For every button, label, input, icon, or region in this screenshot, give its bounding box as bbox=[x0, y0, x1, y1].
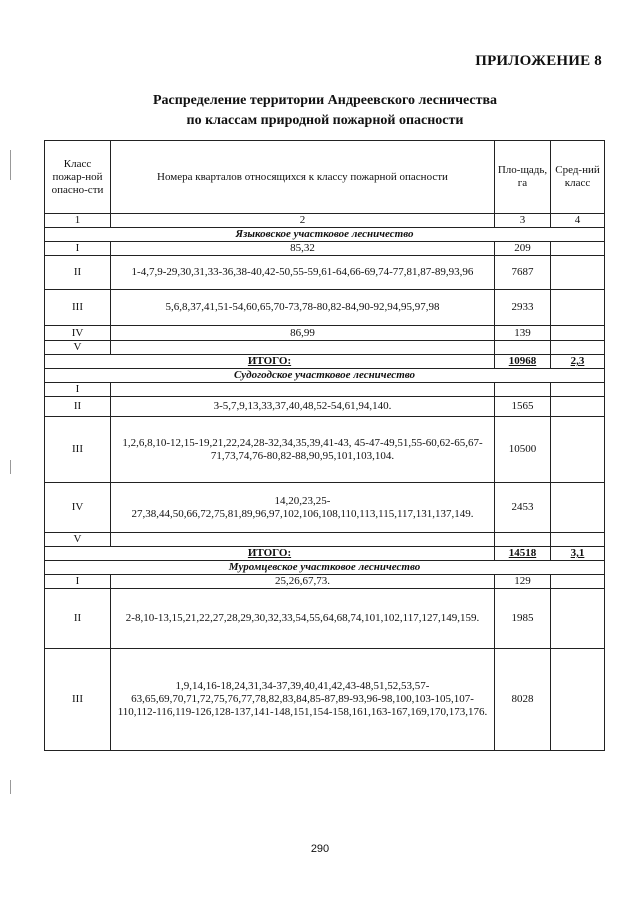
area-cell bbox=[495, 341, 551, 355]
total-avg: 2,3 bbox=[551, 355, 605, 369]
scan-margin-mark bbox=[10, 780, 11, 794]
quarters-cell bbox=[111, 533, 495, 547]
header-row bbox=[45, 141, 605, 214]
column-number: 4 bbox=[551, 214, 605, 228]
avg-cell bbox=[551, 575, 605, 589]
table-row bbox=[45, 589, 605, 649]
fire-danger-table bbox=[44, 140, 605, 751]
area-cell: 10500 bbox=[495, 417, 551, 483]
table-row bbox=[45, 533, 605, 547]
class-cell: V bbox=[45, 533, 111, 547]
area-cell bbox=[495, 383, 551, 397]
appendix-label: ПРИЛОЖЕНИЕ 8 bbox=[475, 53, 602, 69]
table-row bbox=[45, 417, 605, 483]
avg-cell bbox=[551, 290, 605, 326]
quarters-cell: 2-8,10-13,15,21,22,27,28,29,30,32,33,54,55,64,68,74,101,102,117,127,149,159. bbox=[111, 589, 495, 649]
class-cell: I bbox=[45, 242, 111, 256]
avg-cell bbox=[551, 256, 605, 290]
avg-cell bbox=[551, 242, 605, 256]
avg-cell bbox=[551, 533, 605, 547]
class-cell: IV bbox=[45, 483, 111, 533]
section-name: Языковское участковое лесничество bbox=[45, 228, 605, 242]
total-label: ИТОГО: bbox=[45, 355, 495, 369]
class-cell: V bbox=[45, 341, 111, 355]
section-name: Судогодское участковое лесничество bbox=[45, 369, 605, 383]
header-class: Класс пожар-ной опасно-сти bbox=[45, 141, 111, 214]
quarters-cell bbox=[111, 341, 495, 355]
avg-cell bbox=[551, 483, 605, 533]
document-title bbox=[0, 91, 640, 131]
area-cell: 129 bbox=[495, 575, 551, 589]
column-number-row bbox=[45, 214, 605, 228]
area-cell: 7687 bbox=[495, 256, 551, 290]
avg-cell bbox=[551, 397, 605, 417]
section-name: Муромцевское участковое лесничество bbox=[45, 561, 605, 575]
table-row bbox=[45, 383, 605, 397]
class-cell: II bbox=[45, 397, 111, 417]
column-number: 2 bbox=[111, 214, 495, 228]
title-line-1: Распределение территории Андреевского лесничества bbox=[152, 93, 498, 108]
table-row bbox=[45, 341, 605, 355]
section-row bbox=[45, 369, 605, 383]
table-row bbox=[45, 290, 605, 326]
header-area: Пло-щадь, га bbox=[495, 141, 551, 214]
area-cell: 139 bbox=[495, 326, 551, 341]
table-row bbox=[45, 256, 605, 290]
avg-cell bbox=[551, 383, 605, 397]
total-row bbox=[45, 355, 605, 369]
class-cell: I bbox=[45, 383, 111, 397]
scan-margin-mark bbox=[10, 460, 11, 474]
quarters-cell: 14,20,23,25-27,38,44,50,66,72,75,81,89,96,97,102,106,108,110,113,115,117,131,137,149. bbox=[111, 483, 495, 533]
section-row bbox=[45, 228, 605, 242]
class-cell: III bbox=[45, 417, 111, 483]
section-row bbox=[45, 561, 605, 575]
area-cell: 1565 bbox=[495, 397, 551, 417]
area-cell: 209 bbox=[495, 242, 551, 256]
header-avg-class: Сред-ний класс bbox=[551, 141, 605, 214]
table-row bbox=[45, 397, 605, 417]
avg-cell bbox=[551, 326, 605, 341]
avg-cell bbox=[551, 589, 605, 649]
avg-cell bbox=[551, 417, 605, 483]
total-avg: 3,1 bbox=[551, 547, 605, 561]
quarters-cell: 1,2,6,8,10-12,15-19,21,22,24,28-32,34,35,39,41-43, 45-47-49,51,55-60,62-65,67-71,73,74,76-80,82-88,90,95,101,103,104. bbox=[111, 417, 495, 483]
quarters-cell: 25,26,67,73. bbox=[111, 575, 495, 589]
table-row bbox=[45, 483, 605, 533]
column-number: 3 bbox=[495, 214, 551, 228]
area-cell bbox=[495, 533, 551, 547]
table-row bbox=[45, 242, 605, 256]
table-row bbox=[45, 649, 605, 751]
quarters-cell bbox=[111, 383, 495, 397]
title-line-2: по классам природной пожарной опасности bbox=[186, 113, 464, 128]
quarters-cell: 1-4,7,9-29,30,31,33-36,38-40,42-50,55-59,61-64,66-69,74-77,81,87-89,93,96 bbox=[111, 256, 495, 290]
quarters-cell: 5,6,8,37,41,51-54,60,65,70-73,78-80,82-84,90-92,94,95,97,98 bbox=[111, 290, 495, 326]
area-cell: 2453 bbox=[495, 483, 551, 533]
column-number: 1 bbox=[45, 214, 111, 228]
class-cell: III bbox=[45, 290, 111, 326]
table-row bbox=[45, 326, 605, 341]
table-row bbox=[45, 575, 605, 589]
area-cell: 1985 bbox=[495, 589, 551, 649]
total-label: ИТОГО: bbox=[45, 547, 495, 561]
class-cell: III bbox=[45, 649, 111, 751]
class-cell: IV bbox=[45, 326, 111, 341]
area-cell: 2933 bbox=[495, 290, 551, 326]
quarters-cell: 86,99 bbox=[111, 326, 495, 341]
avg-cell bbox=[551, 341, 605, 355]
quarters-cell: 1,9,14,16-18,24,31,34-37,39,40,41,42,43-48,51,52,53,57-63,65,69,70,71,72,75,76,77,78,82,83,84,85-87,89-93,96-98,100,103-105,107-110,112-116,119-126,128-137,141-148,151,154-158,161,163-167,169,170,173,176. bbox=[111, 649, 495, 751]
avg-cell bbox=[551, 649, 605, 751]
area-cell: 8028 bbox=[495, 649, 551, 751]
class-cell: I bbox=[45, 575, 111, 589]
header-quarters: Номера кварталов относящихся к классу пожарной опасности bbox=[111, 141, 495, 214]
quarters-cell: 85,32 bbox=[111, 242, 495, 256]
page-number: 290 bbox=[310, 843, 330, 855]
class-cell: II bbox=[45, 589, 111, 649]
total-row bbox=[45, 547, 605, 561]
class-cell: II bbox=[45, 256, 111, 290]
total-area: 14518 bbox=[495, 547, 551, 561]
scan-margin-mark bbox=[10, 150, 11, 180]
quarters-cell: 3-5,7,9,13,33,37,40,48,52-54,61,94,140. bbox=[111, 397, 495, 417]
total-area: 10968 bbox=[495, 355, 551, 369]
